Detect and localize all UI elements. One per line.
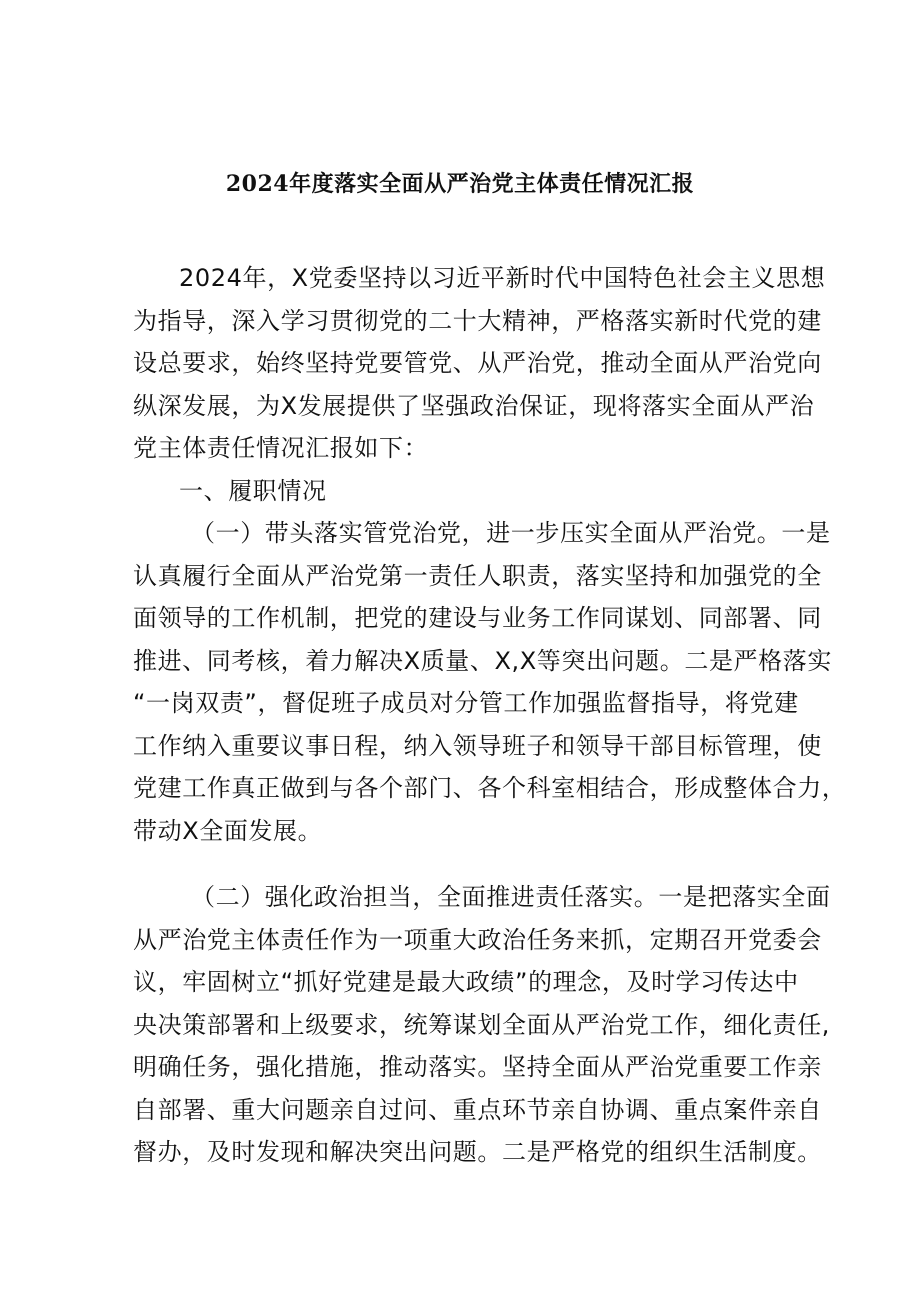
paragraph-line: 从严治党主体责任作为一项重大政治任务来抓，定期召开党委会	[133, 925, 822, 954]
paragraph-line: （二）强化政治担当，全面推进责任落实。一是把落实全面	[191, 883, 831, 911]
section-heading: 一、履职情况	[179, 476, 327, 505]
paragraph-line: 督办，及时发现和解决突出问题。二是严格党的组织生活制度。	[133, 1138, 822, 1166]
paragraph-line: 党主体责任情况汇报如下：	[133, 434, 429, 462]
paragraph-line: “一岗双责”，督促班子成员对分管工作加强监督指导，将党建	[133, 689, 799, 717]
paragraph-line: 为指导，深入学习贯彻党的二十大精神，严格落实新时代党的建	[133, 306, 822, 335]
paragraph-line: 自部署、重大问题亲自过问、重点环节亲自协调、重点案件亲自	[133, 1095, 822, 1124]
paragraph-spacer	[133, 852, 805, 876]
subsection-2-paragraph	[133, 876, 831, 1174]
document-title: 2024年度落实全面从严治党主体责任情况汇报	[225, 171, 695, 197]
paragraph-line: 设总要求，始终坚持党要管党、从严治党，推动全面从严治党向	[133, 349, 822, 377]
paragraph-line: 2024年，X党委坚持以习近平新时代中国特色社会主义思想	[179, 264, 826, 292]
intro-paragraph	[133, 257, 826, 470]
paragraph-line: 推进、同考核，着力解决X质量、X,X等突出问题。二是严格落实	[133, 646, 832, 675]
paragraph-line: 认真履行全面从严治党第一责任人职责，落实坚持和加强党的全	[133, 561, 822, 590]
paragraph-line: 纵深发展，为X发展提供了坚强政治保证，现将落实全面从严治	[133, 391, 815, 420]
paragraph-line: 党建工作真正做到与各个部门、各个科室相结合，形成整体合力，	[133, 774, 847, 802]
document-body	[133, 257, 847, 1174]
paragraph-line: 带动X全面发展。	[133, 816, 323, 845]
paragraph-line: 工作纳入重要议事日程，纳入领导班子和领导干部目标管理，使	[133, 731, 822, 760]
paragraph-line: 议，牢固树立“抓好党建是最大政绩”的理念，及时学习传达中	[133, 968, 799, 996]
paragraph-line: 明确任务，强化措施，推动落实。坚持全面从严治党重要工作亲	[133, 1053, 822, 1081]
subsection-1-paragraph	[133, 512, 847, 852]
paragraph-line: （一）带头落实管党治党，进一步压实全面从严治党。一是	[191, 519, 831, 547]
paragraph-line: 央决策部署和上级要求，统筹谋划全面从严治党工作，细化责任,	[133, 1010, 831, 1039]
paragraph-line: 面领导的工作机制，把党的建设与业务工作同谋划、同部署、同	[133, 604, 822, 632]
